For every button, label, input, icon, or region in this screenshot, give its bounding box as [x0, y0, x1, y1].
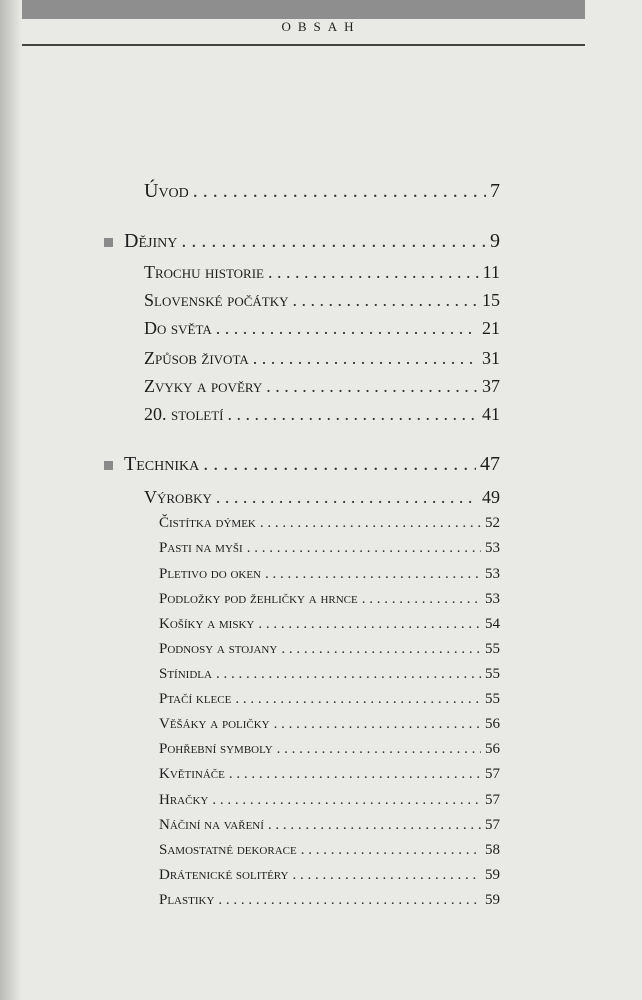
toc-entry-uvod[interactable]: [144, 180, 500, 203]
toc-entry-label: Drátenické solitéry: [159, 867, 289, 883]
toc-entry-podlozky[interactable]: [159, 591, 500, 608]
toc-entry-label: Slovenské počátky: [144, 290, 289, 310]
dot-leader: [181, 230, 486, 253]
toc-entry-kvetinace[interactable]: [159, 766, 500, 783]
toc-entry-page: 57: [485, 817, 500, 833]
section-bullet-icon: [104, 238, 113, 247]
toc-entry-label: Plastiky: [159, 892, 215, 908]
toc-entry-label: Košíky a misky: [159, 616, 255, 632]
toc-entry-page: 55: [485, 691, 500, 707]
toc-entry-page: 9: [490, 230, 500, 252]
toc-entry-label: Do světa: [144, 318, 212, 338]
toc-entry-label: Pletivo do oken: [159, 566, 261, 582]
toc-entry-page: 55: [485, 666, 500, 682]
toc-entry-label: Květináče: [159, 766, 225, 782]
dot-leader: [292, 867, 481, 884]
dot-leader: [301, 842, 481, 859]
toc-entry-slovenske-pocatky[interactable]: [144, 290, 500, 311]
dot-leader: [260, 515, 481, 532]
toc-entry-page: 31: [482, 348, 500, 368]
toc-entry-page: 53: [485, 591, 500, 607]
toc-entry-podnosy-a-stojany[interactable]: [159, 641, 500, 658]
toc-entry-page: 49: [482, 487, 500, 507]
dot-leader: [212, 792, 481, 809]
toc-entry-cistitka-dymek[interactable]: [159, 515, 500, 532]
toc-entry-page: 53: [485, 540, 500, 556]
toc-entry-page: 59: [485, 867, 500, 883]
toc-entry-label: Věšáky a poličky: [159, 716, 270, 732]
toc-entry-label: Pohřební symboly: [159, 741, 273, 757]
toc-entry-page: 59: [485, 892, 500, 908]
dot-leader: [277, 741, 481, 758]
toc-entry-page: 37: [482, 376, 500, 396]
toc-entry-label: Ptačí klece: [159, 691, 232, 707]
toc-entry-label: 20. století: [144, 404, 224, 424]
toc-entry-page: 21: [482, 318, 500, 338]
toc-entry-20-stoleti[interactable]: [144, 404, 500, 425]
toc-entry-pohrebni-symboly[interactable]: [159, 741, 500, 758]
dot-leader: [203, 453, 476, 476]
toc-entry-page: 56: [485, 716, 500, 732]
toc-entry-label: Dějiny: [124, 230, 178, 252]
toc-entry-page: 53: [485, 566, 500, 582]
toc-entry-label: Způsob života: [144, 348, 249, 368]
toc-entry-label: Zvyky a pověry: [144, 376, 263, 396]
dot-leader: [362, 591, 481, 608]
dot-leader: [247, 540, 481, 557]
toc-entry-zvyky-a-povery[interactable]: [144, 376, 500, 397]
toc-entry-ptaci-klece[interactable]: [159, 691, 500, 708]
toc-entry-label: Hračky: [159, 792, 209, 808]
toc-entry-label: Samostatné dekorace: [159, 842, 297, 858]
toc-entry-samostatne-dekorace[interactable]: [159, 842, 500, 859]
toc-entry-label: Pasti na myši: [159, 540, 243, 556]
dot-leader: [258, 616, 481, 633]
dot-leader: [216, 318, 478, 339]
dot-leader: [266, 376, 478, 397]
section-bullet-icon: [104, 461, 113, 470]
toc-entry-do-sveta[interactable]: [144, 318, 500, 339]
dot-leader: [265, 566, 481, 583]
toc-entry-page: 52: [485, 515, 500, 531]
toc-entry-label: Úvod: [144, 180, 189, 202]
toc-entry-label: Náčiní na vaření: [159, 817, 264, 833]
dot-leader: [216, 487, 478, 508]
toc-entry-kosiky-a-misky[interactable]: [159, 616, 500, 633]
toc-entry-trochu-historie[interactable]: [144, 262, 500, 283]
toc-entry-vyrobky[interactable]: [144, 487, 500, 508]
toc-entry-label: Trochu historie: [144, 262, 264, 282]
toc-entry-page: 7: [490, 180, 500, 202]
toc-entry-page: 57: [485, 766, 500, 782]
dot-leader: [193, 180, 486, 203]
toc-entry-nacini-na-vareni[interactable]: [159, 817, 500, 834]
toc-entry-page: 41: [482, 404, 500, 424]
dot-leader: [268, 817, 481, 834]
toc-entry-page: 57: [485, 792, 500, 808]
toc-entry-dejiny[interactable]: [124, 230, 500, 253]
dot-leader: [229, 766, 481, 783]
toc-entry-pasti-na-mysi[interactable]: [159, 540, 500, 557]
dot-leader: [227, 404, 478, 425]
toc-entry-page: 11: [482, 262, 500, 282]
dot-leader: [293, 290, 478, 311]
toc-entry-page: 47: [480, 453, 500, 475]
toc-entry-page: 56: [485, 741, 500, 757]
toc-entry-plastiky[interactable]: [159, 892, 500, 909]
dot-leader: [235, 691, 481, 708]
toc-entry-label: Čistítka dýmek: [159, 515, 256, 531]
toc-entry-page: 15: [482, 290, 500, 310]
toc-entry-dratenicke-solitery[interactable]: [159, 867, 500, 884]
toc-entry-label: Stínidla: [159, 666, 212, 682]
dot-leader: [253, 348, 478, 369]
toc-entry-page: 55: [485, 641, 500, 657]
dot-leader: [216, 666, 481, 683]
toc-entry-label: Technika: [124, 453, 200, 475]
page-title: OBSAH: [281, 19, 361, 34]
toc-entry-zpusob-zivota[interactable]: [144, 348, 500, 369]
toc-entry-label: Výrobky: [144, 487, 212, 507]
toc-entry-label: Podnosy a stojany: [159, 641, 278, 657]
toc-entry-label: Podložky pod žehličky a hrnce: [159, 591, 358, 607]
dot-leader: [281, 641, 481, 658]
dot-leader: [218, 892, 481, 909]
dot-leader: [268, 262, 479, 283]
toc-entry-technika[interactable]: [124, 453, 500, 476]
toc-entry-vesaky-a-policky[interactable]: [159, 716, 500, 733]
toc-entry-hracky[interactable]: [159, 792, 500, 809]
toc-entry-page: 54: [485, 616, 500, 632]
toc-entry-stinidla[interactable]: [159, 666, 500, 683]
toc-entry-pletivo-do-oken[interactable]: [159, 566, 500, 583]
dot-leader: [274, 716, 481, 733]
toc-entry-page: 58: [485, 842, 500, 858]
